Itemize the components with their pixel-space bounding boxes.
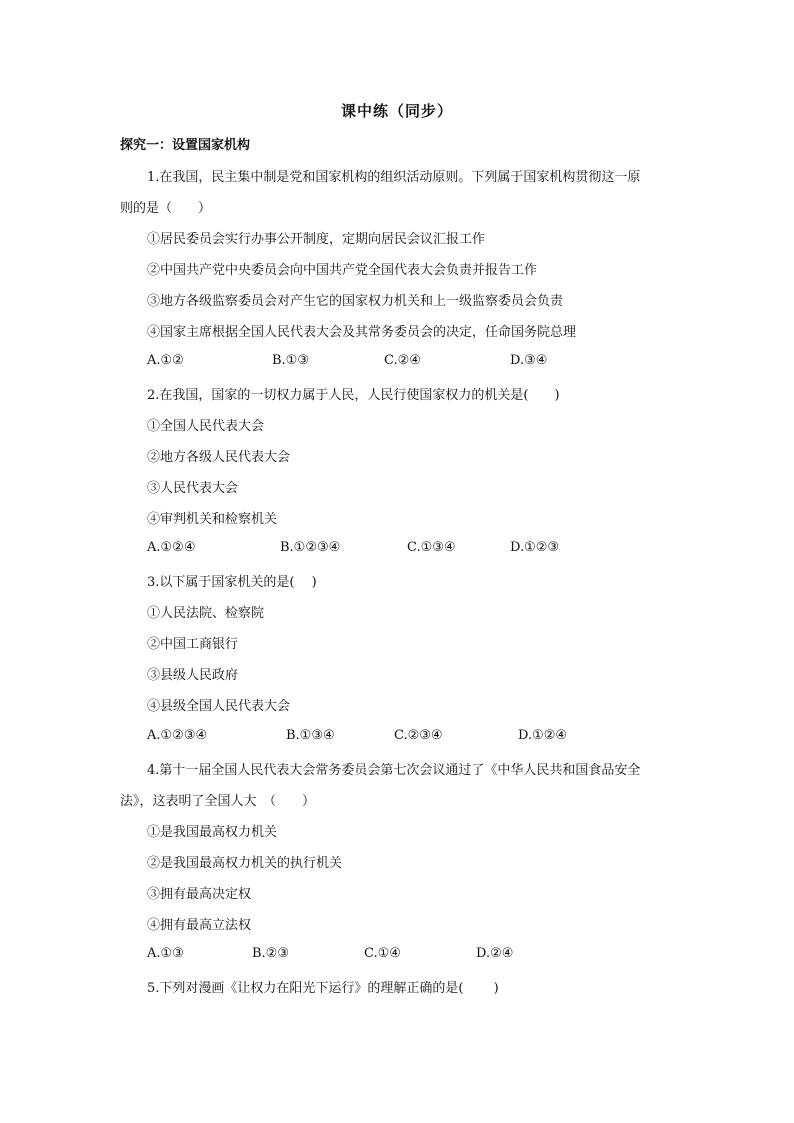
- q3-statement-3: ③县级人民政府: [147, 668, 239, 683]
- q3-option-d: D.①②④: [518, 728, 568, 743]
- q4-option-b: B.②③: [252, 946, 289, 961]
- q3-option-c: C.②③④: [394, 728, 443, 743]
- q4-option-a: A.①③: [147, 946, 184, 961]
- q4-option-c: C.①④: [364, 946, 401, 961]
- q2-option-b: B.①②③④: [280, 540, 341, 555]
- q1-statement-4: ④国家主席根据全国人民代表大会及其常务委员会的决定，任命国务院总理: [147, 325, 577, 340]
- q2-stem: 2.在我国，国家的一切权力属于人民，人民行使国家权力的机关是( ): [147, 388, 560, 403]
- section-heading: 探究一：设置国家机构: [120, 138, 251, 153]
- q4-statement-3: ③拥有最高决定权: [147, 887, 252, 902]
- q4-option-d: D.②④: [476, 946, 514, 961]
- q4-statement-4: ④拥有最高立法权: [147, 918, 252, 933]
- page-title: 课中练（同步）: [340, 102, 453, 120]
- q2-statement-4: ④审判机关和检察机关: [147, 512, 278, 527]
- q4-stem-line2: 法》，这表明了全国人大 （ ）: [120, 794, 316, 809]
- q1-stem-line1: 1.在我国，民主集中制是党和国家机构的组织活动原则。下列属于国家机构贯彻这一原: [147, 170, 641, 185]
- q4-statement-1: ①是我国最高权力机关: [147, 825, 278, 840]
- q1-option-a: A.①②: [147, 353, 184, 368]
- q1-option-b: B.①③: [272, 353, 309, 368]
- q3-option-b: B.①③④: [286, 728, 335, 743]
- q4-stem-line1: 4.第十一届全国人民代表大会常务委员会第七次会议通过了《中华人民共和国食品安全: [147, 763, 641, 778]
- q5-stem: 5.下列对漫画《让权力在阳光下运行》的理解正确的是( ): [147, 981, 499, 996]
- q1-stem-line2: 则的是（ ）: [120, 201, 212, 216]
- q2-option-d: D.①②③: [510, 540, 560, 555]
- q3-stem: 3.以下属于国家机关的是( ): [147, 575, 317, 590]
- q3-statement-4: ④县级全国人民代表大会: [147, 699, 291, 714]
- q1-option-d: D.③④: [510, 353, 548, 368]
- q2-statement-1: ①全国人民代表大会: [147, 419, 265, 434]
- q2-option-a: A.①②④: [147, 540, 196, 555]
- q1-statement-1: ①居民委员会实行办事公开制度，定期向居民会议汇报工作: [147, 232, 486, 247]
- q1-option-c: C.②④: [384, 353, 421, 368]
- q3-statement-1: ①人民法院、检察院: [147, 606, 265, 621]
- q1-statement-2: ②中国共产党中央委员会向中国共产党全国代表大会负责并报告工作: [147, 263, 538, 278]
- q2-option-c: C.①③④: [407, 540, 456, 555]
- q3-statement-2: ②中国工商银行: [147, 637, 239, 652]
- q1-statement-3: ③地方各级监察委员会对产生它的国家权力机关和上一级监察委员会负责: [147, 294, 564, 309]
- q4-statement-2: ②是我国最高权力机关的执行机关: [147, 856, 343, 871]
- q2-statement-2: ②地方各级人民代表大会: [147, 450, 291, 465]
- q2-statement-3: ③人民代表大会: [147, 481, 239, 496]
- q3-option-a: A.①②③④: [147, 728, 208, 743]
